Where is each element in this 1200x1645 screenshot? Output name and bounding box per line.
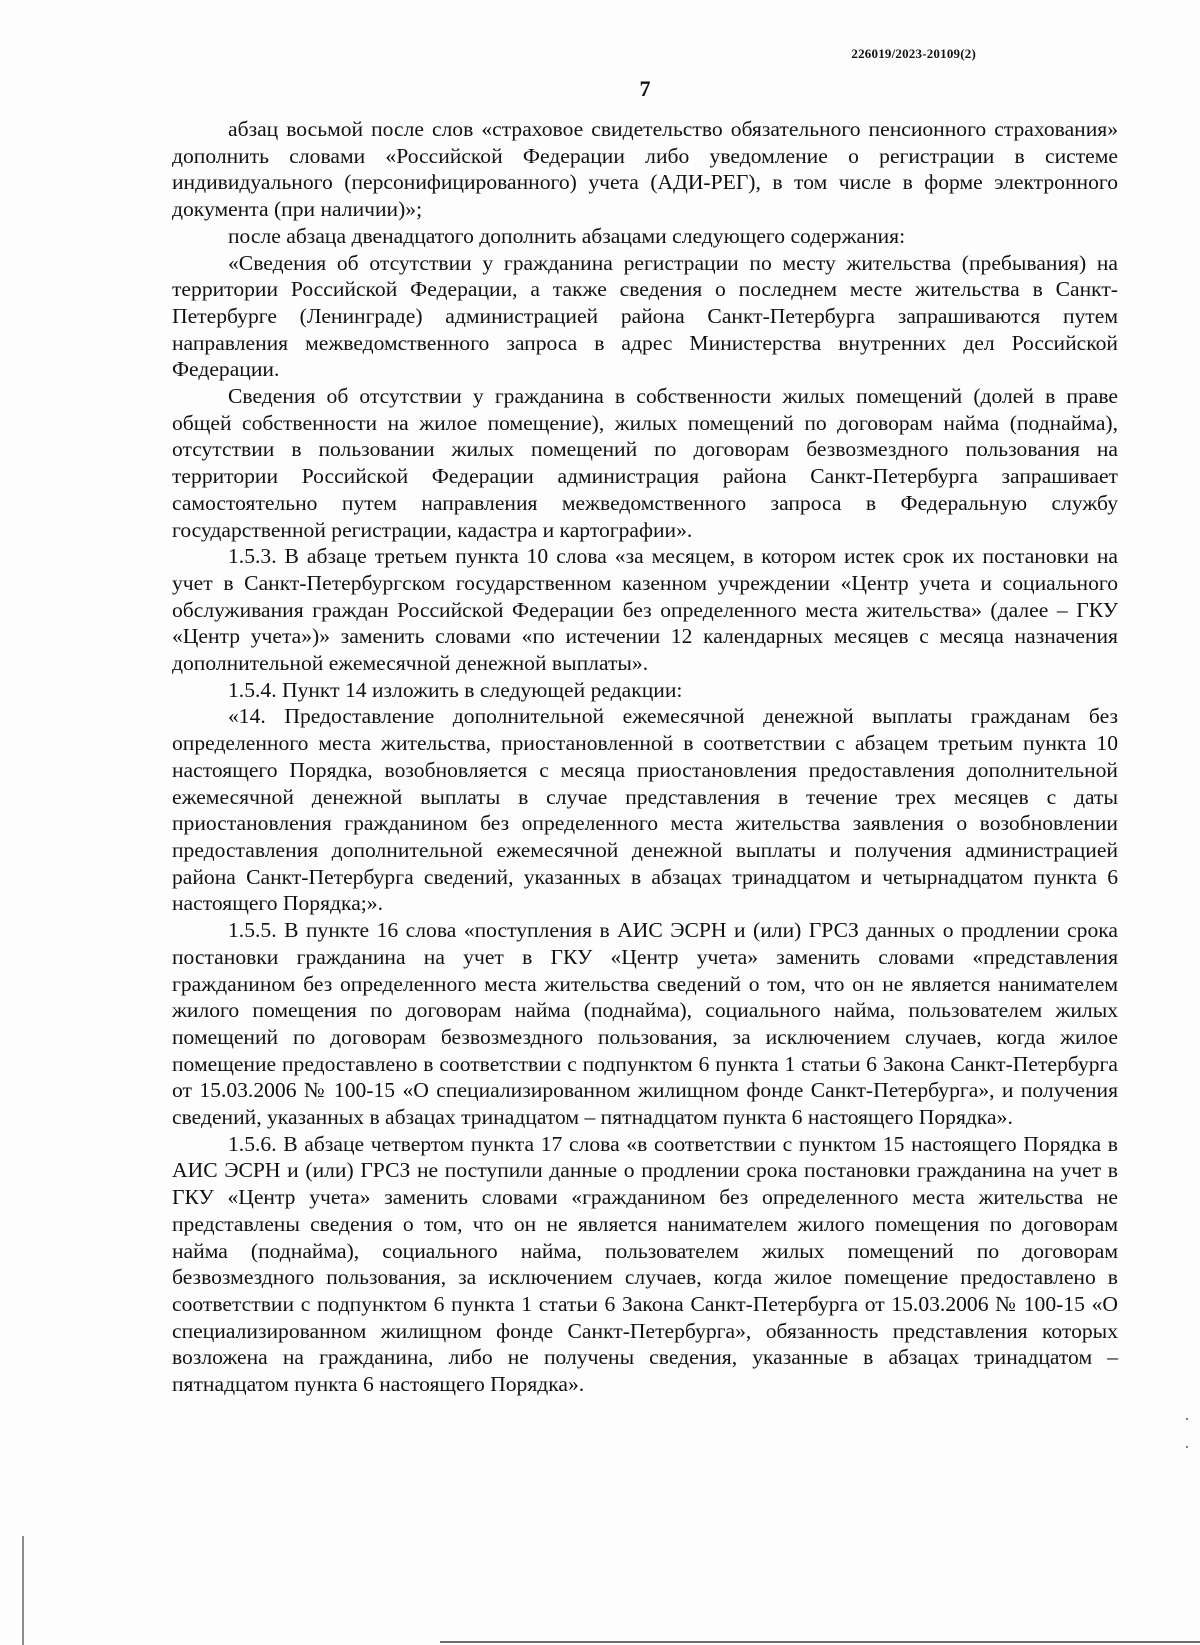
paragraph-abzac-vosmoy: абзац восьмой после слов «страховое свидетельство обязательного пенсионного страхования» дополнить словами «Российской Федерации либо уведомление о регистрации в системе индивидуального (персонифицированного) учета (АДИ-РЕГ), в том числе в форме электронного документа (при наличии)»; [172, 117, 1118, 222]
paragraph-svedeniya-registracii: «Сведения об отсутствии у гражданина регистрации по месту жительства (пребывания) на территории Российской Федерации, а также сведения о последнем месте жительства в Санкт-Петербурге (Ленинграде) администрацией района Санкт-Петербурга запрашиваются путем направления межведомственного запроса в адрес Министерства внутренних дел Российской Федерации. [172, 250, 1118, 382]
paragraph-1-5-4: 1.5.4. Пункт 14 изложить в следующей редакции: [228, 677, 683, 702]
scan-speck [1186, 1446, 1188, 1448]
scan-artifact-bottom-edge [440, 1641, 1200, 1643]
page-number: 7 [639, 76, 651, 101]
scan-artifact-left-edge [22, 1536, 24, 1645]
paragraph-1-5-6: 1.5.6. В абзаце четвертом пункта 17 слова «в соответствии с пунктом 15 настоящего Порядка в АИС ЭСРН и (или) ГРСЗ не поступили данные о продлении срока постановки гражданина на учет в ГКУ «Центр учета» заменить словами «гражданином без определенного места жительства не представлены сведения о том, что он не является нанимателем жилого помещения по договорам найма (поднайма), социального найма, пользователем жилых помещений по договорам безвозмездного пользования, за исключением случаев, когда жилое помещение предоставлено в соответствии с подпунктом 6 пункта 1 статьи 6 Закона Санкт-Петербурга от 15.03.2006 № 100-15 «О специализированном жилищном фонде Санкт-Петербурга», обязанность представления которых возложена на гражданина, либо не получены сведения, указанные в абзацах тринадцатом – пятнадцатом пункта 6 настоящего Порядка». [172, 1131, 1118, 1397]
paragraph-punkt-14: «14. Предоставление дополнительной ежемесячной денежной выплаты гражданам без определенного места жительства, приостановленной в соответствии с абзацем третьим пункта 10 настоящего Порядка, возобновляется с месяца приостановления предоставления дополнительной ежемесячной денежной выплаты в случае представления в течение трех месяцев с даты приостановления гражданином без определенного места жительства заявления о возобновлении предоставления дополнительной ежемесячной денежной выплаты и получения администрацией района Санкт-Петербурга сведений, указанных в абзацах тринадцатом и четырнадцатом пункта 6 настоящего Порядка;». [172, 704, 1118, 916]
document-registration-number: 226019/2023-20109(2) [851, 46, 976, 61]
paragraph-1-5-5: 1.5.5. В пункте 16 слова «поступления в АИС ЭСРН и (или) ГРСЗ данных о продлении срока постановки гражданина на учет в ГКУ «Центр учета» заменить словами «представления гражданином без определенного места жительства сведений о том, что он не является нанимателем жилого помещения по договорам найма (поднайма), социального найма, пользователем жилых помещений по договорам безвозмездного пользования, за исключением случаев, когда жилое помещение предоставлено в соответствии с подпунктом 6 пункта 1 статьи 6 Закона Санкт-Петербурга от 15.03.2006 № 100-15 «О специализированном жилищном фонде Санкт-Петербурга», и получения сведений, указанных в абзацах тринадцатом – пятнадцатом пункта 6 настоящего Порядка». [172, 918, 1118, 1130]
paragraph-1-5-3: 1.5.3. В абзаце третьем пункта 10 слова «за месяцем, в котором истек срок их постановки на учет в Санкт-Петербургском государственном казенном учреждении «Центр учета и социального обслуживания граждан Российской Федерации без определенного места жительства» (далее – ГКУ «Центр учета»)» заменить словами «по истечении 12 календарных месяцев с месяца назначения дополнительной ежемесячной денежной выплаты». [172, 544, 1118, 676]
scan-speck [1186, 1418, 1188, 1420]
paragraph-posle-abzaca: после абзаца двенадцатого дополнить абзацами следующего содержания: [228, 223, 906, 248]
paragraph-svedeniya-sobstvennosti: Сведения об отсутствии у гражданина в собственности жилых помещений (долей в праве общей собственности на жилое помещение), жилых помещений по договорам найма (поднайма), отсутствии в пользовании жилых помещений по договорам безвозмездного пользования на территории Российской Федерации администрация района Санкт-Петербурга запрашивает самостоятельно путем направления межведомственного запроса в Федеральную службу государственной регистрации, кадастра и картографии». [172, 384, 1118, 542]
document-body [172, 116, 1118, 1398]
